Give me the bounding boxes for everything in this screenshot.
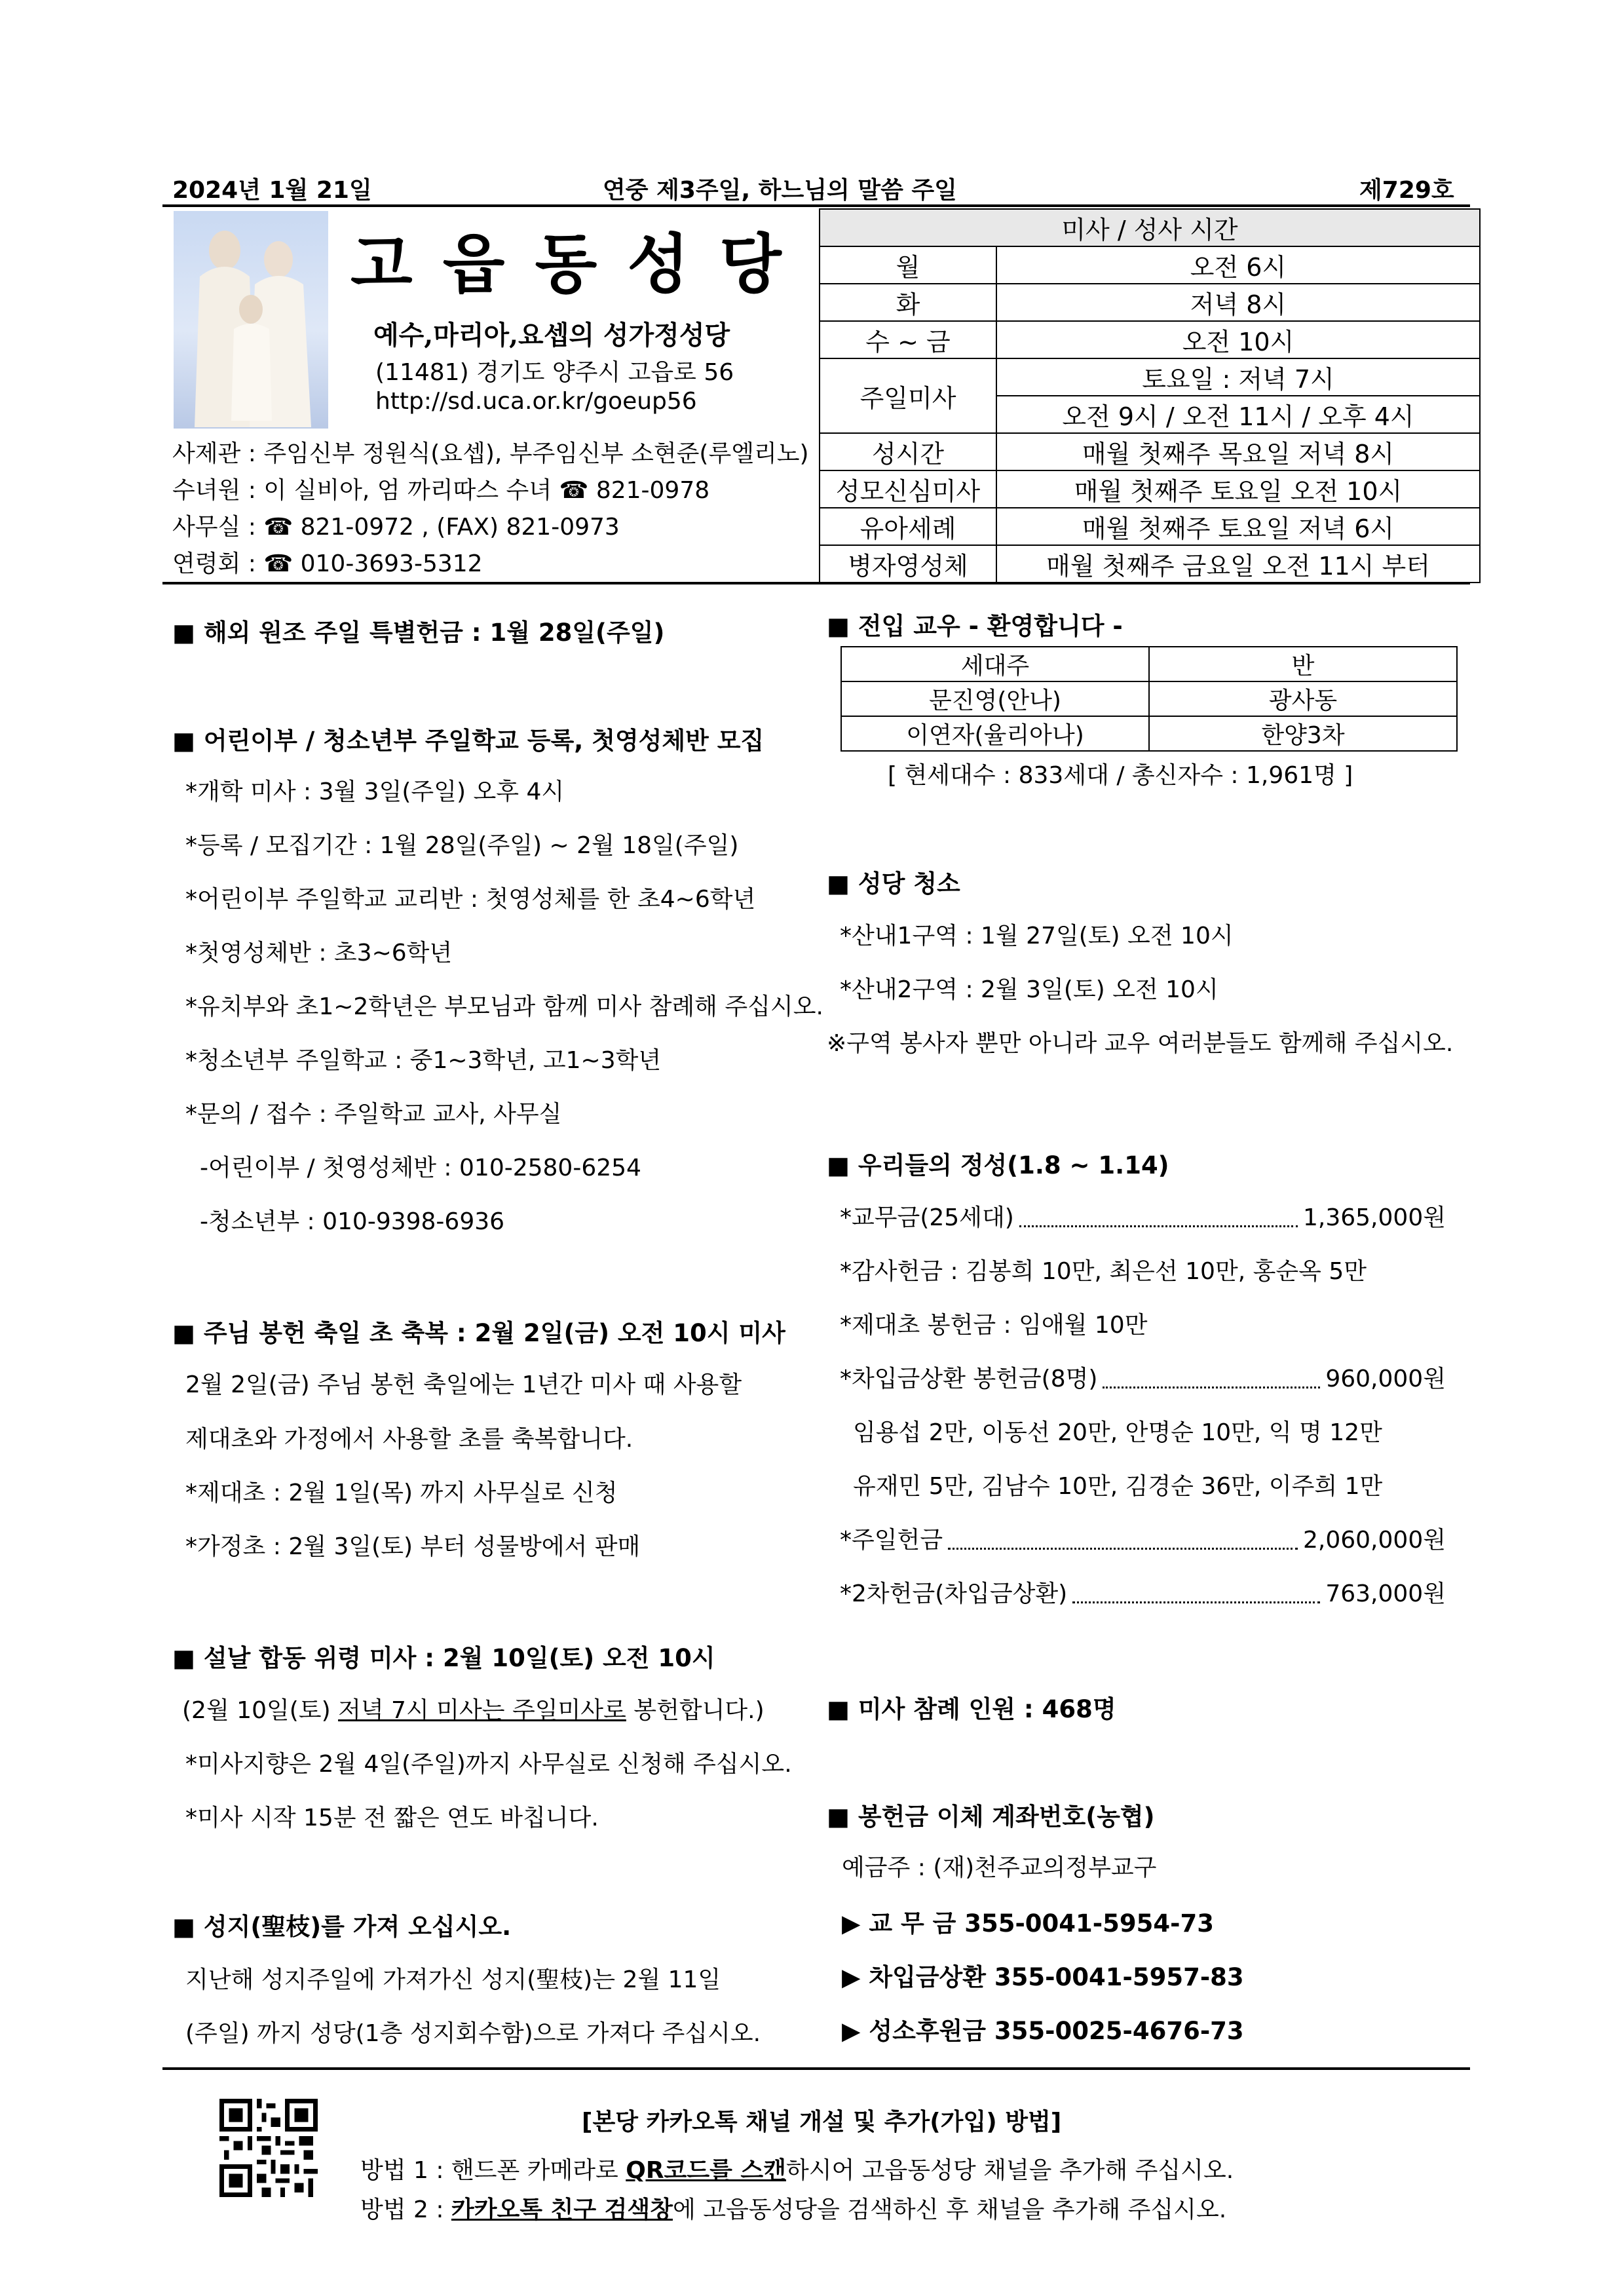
schedule-label: 성모신심미사 bbox=[820, 470, 996, 508]
schedule-value: 매월 첫째주 금요일 오전 11시 부터 bbox=[996, 545, 1480, 583]
list-item: 제대초와 가정에서 사용할 초를 축복합니다. bbox=[185, 1426, 633, 1453]
section-lunar-new-year-mass: ■ 설날 합동 위령 미사 : 2월 10일(토) 오전 10시 bbox=[172, 1644, 715, 1672]
schedule-value: 매월 첫째주 토요일 오전 10시 bbox=[996, 470, 1480, 508]
list-item: *문의 / 접수 : 주일학교 교사, 사무실 bbox=[185, 1101, 562, 1128]
offering-row bbox=[840, 1521, 1446, 1555]
church-subtitle: 예수,마리아,요셉의 성가정성당 bbox=[373, 320, 730, 351]
list-item: *감사헌금 : 김봉희 10만, 최은선 10만, 홍순옥 5만 bbox=[840, 1258, 1367, 1285]
offering-row bbox=[840, 1360, 1446, 1394]
section-palm-branches: ■ 성지(聖枝)를 가져 오십시오. bbox=[172, 1913, 512, 1941]
table-row bbox=[841, 647, 1457, 681]
section-bank-accounts: ■ 봉헌금 이체 계좌번호(농협) bbox=[827, 1803, 1155, 1831]
offering-amount: 960,000원 bbox=[1325, 1366, 1446, 1392]
list-item: *미사 시작 15분 전 짧은 연도 바칩니다. bbox=[185, 1805, 599, 1831]
leader-dots bbox=[1103, 1355, 1320, 1388]
account-holder: 예금주 : (재)천주교의정부교구 bbox=[842, 1854, 1157, 1881]
kakao-method-2 bbox=[360, 2191, 1226, 2225]
column-header: 반 bbox=[1149, 647, 1457, 681]
offering-label: *교무금(25세대) bbox=[840, 1204, 1014, 1231]
offering-amount: 1,365,000원 bbox=[1303, 1204, 1446, 1231]
method-highlight: 카카오톡 친구 검색창 bbox=[451, 2196, 673, 2223]
note-suffix: 봉헌합니다.) bbox=[626, 1697, 765, 1724]
list-item: *가정초 : 2월 3일(토) 부터 성물방에서 판매 bbox=[185, 1533, 641, 1560]
table-row bbox=[841, 681, 1457, 716]
table-cell: 이연자(율리아나) bbox=[841, 716, 1149, 751]
section-offerings: ■ 우리들의 정성(1.8 ~ 1.14) bbox=[827, 1151, 1169, 1179]
list-item: *유치부와 초1~2학년은 부모님과 함께 미사 참례해 주십시오. bbox=[185, 993, 823, 1020]
list-item: *개학 미사 : 3월 3일(주일) 오후 4시 bbox=[185, 778, 565, 805]
schedule-label: 월 bbox=[820, 246, 996, 284]
church-url[interactable]: http://sd.uca.or.kr/goeup56 bbox=[375, 388, 697, 415]
holy-family-statue-image bbox=[174, 211, 328, 429]
table-row bbox=[841, 716, 1457, 751]
section-new-parishioners: ■ 전입 교우 - 환영합니다 - bbox=[827, 612, 1123, 640]
leader-dots bbox=[1072, 1570, 1320, 1603]
contact-office: 사무실 : ☎ 821-0972 , (FAX) 821-0973 bbox=[172, 514, 620, 541]
list-item: 2월 2일(금) 주님 봉헌 축일에는 1년간 미사 때 사용할 bbox=[185, 1371, 742, 1398]
column-header: 세대주 bbox=[841, 647, 1149, 681]
footer-title: [본당 카카오톡 채널 개설 및 추가(가입) 방법] bbox=[582, 2109, 1062, 2135]
list-item: -청소년부 : 010-9398-6936 bbox=[200, 1208, 505, 1235]
method-prefix: 방법 2 : bbox=[360, 2196, 451, 2223]
list-item: 임용섭 2만, 이동선 20만, 안명순 10만, 익 명 12만 bbox=[853, 1419, 1382, 1446]
account-tuition: ▶ 교 무 금 355-0041-5954-73 bbox=[842, 1909, 1214, 1938]
offering-label: *차입금상환 봉헌금(8명) bbox=[840, 1366, 1098, 1392]
list-item bbox=[182, 1692, 765, 1725]
offering-label: *주일헌금 bbox=[840, 1527, 943, 1554]
table-row bbox=[820, 358, 1480, 396]
census-summary: [ 현세대수 : 833세대 / 총신자수 : 1,961명 ] bbox=[888, 762, 1353, 789]
method-suffix: 하시어 고읍동성당 채널을 추가해 주십시오. bbox=[785, 2157, 1234, 2184]
table-row bbox=[820, 209, 1480, 246]
schedule-value: 오전 9시 / 오전 11시 / 오후 4시 bbox=[996, 396, 1480, 433]
note-underlined: 저녁 7시 미사는 주일미사로 bbox=[338, 1697, 626, 1724]
leader-dots bbox=[948, 1516, 1298, 1550]
table-row bbox=[820, 284, 1480, 321]
table-cell: 문진영(안나) bbox=[841, 681, 1149, 716]
list-item: *미사지향은 2월 4일(주일)까지 사무실로 신청해 주십시오. bbox=[185, 1751, 792, 1778]
bulletin-date: 2024년 1월 21일 bbox=[172, 177, 372, 204]
schedule-label: 수 ~ 금 bbox=[820, 321, 996, 358]
table-row bbox=[820, 246, 1480, 284]
schedule-value: 저녁 8시 bbox=[996, 284, 1480, 321]
list-item: *어린이부 주일학교 교리반 : 첫영성체를 한 초4~6학년 bbox=[185, 886, 756, 913]
kakao-qr-code-icon[interactable] bbox=[219, 2099, 318, 2197]
list-item: (주일) 까지 성당(1층 성지회수함)으로 가져다 주십시오. bbox=[185, 2020, 761, 2047]
table-cell: 한양3차 bbox=[1149, 716, 1457, 751]
offering-row bbox=[840, 1199, 1446, 1233]
offering-amount: 2,060,000원 bbox=[1303, 1527, 1446, 1554]
list-item: *제대초 : 2월 1일(목) 까지 사무실로 신청 bbox=[185, 1480, 618, 1506]
section-sunday-school: ■ 어린이부 / 청소년부 주일학교 등록, 첫영성체반 모집 bbox=[172, 727, 765, 755]
offering-label: *2차헌금(차입금상환) bbox=[840, 1580, 1068, 1607]
list-item: *등록 / 모집기간 : 1월 28일(주일) ~ 2월 18일(주일) bbox=[185, 832, 739, 859]
schedule-label: 성시간 bbox=[820, 433, 996, 470]
schedule-value: 매월 첫째주 토요일 저녁 6시 bbox=[996, 508, 1480, 545]
contact-convent: 수녀원 : 이 실비아, 엄 까리따스 수녀 ☎ 821-0978 bbox=[172, 477, 710, 504]
account-loan-repayment: ▶ 차입금상환 355-0041-5957-83 bbox=[842, 1963, 1244, 1991]
mass-schedule-table bbox=[819, 208, 1481, 583]
church-name: 고 읍 동 성 당 bbox=[350, 227, 785, 302]
table-cell: 광사동 bbox=[1149, 681, 1457, 716]
table-row bbox=[820, 508, 1480, 545]
footer-rule bbox=[162, 2067, 1470, 2070]
leader-dots bbox=[1019, 1194, 1298, 1227]
schedule-title: 미사 / 성사 시간 bbox=[820, 209, 1480, 246]
schedule-value: 토요일 : 저녁 7시 bbox=[996, 358, 1480, 396]
list-item: *첫영성체반 : 초3~6학년 bbox=[185, 940, 453, 966]
schedule-value: 오전 6시 bbox=[996, 246, 1480, 284]
section-overseas-aid: ■ 해외 원조 주일 특별헌금 : 1월 28일(주일) bbox=[172, 619, 665, 647]
contact-rectory: 사제관 : 주임신부 정원식(요셉), 부주임신부 소현준(루엘리노) bbox=[172, 440, 809, 467]
header-rule bbox=[162, 204, 1470, 207]
kakao-method-1 bbox=[360, 2152, 1234, 2185]
contact-funeral: 연령회 : ☎ 010-3693-5312 bbox=[172, 550, 483, 577]
church-address: (11481) 경기도 양주시 고읍로 56 bbox=[375, 359, 734, 386]
offering-amount: 763,000원 bbox=[1325, 1580, 1446, 1607]
account-vocation-support: ▶ 성소후원금 355-0025-4676-73 bbox=[842, 2017, 1244, 2045]
list-item: *산내1구역 : 1월 27일(토) 오전 10시 bbox=[840, 923, 1234, 949]
section-candlemas: ■ 주님 봉헌 축일 초 축복 : 2월 2일(금) 오전 10시 미사 bbox=[172, 1319, 785, 1347]
table-row bbox=[820, 470, 1480, 508]
schedule-value: 오전 10시 bbox=[996, 321, 1480, 358]
schedule-label: 주일미사 bbox=[820, 358, 996, 433]
section-church-cleaning: ■ 성당 청소 bbox=[827, 870, 960, 898]
list-item: 유재민 5만, 김남수 10만, 김경순 36만, 이주희 1만 bbox=[853, 1473, 1383, 1500]
table-row bbox=[820, 321, 1480, 358]
list-item: *산내2구역 : 2월 3일(토) 오전 10시 bbox=[840, 976, 1218, 1003]
new-parishioners-table bbox=[840, 646, 1458, 752]
method-prefix: 방법 1 : 핸드폰 카메라로 bbox=[360, 2157, 626, 2184]
method-highlight: QR코드를 스캔 bbox=[626, 2157, 786, 2184]
list-item: *청소년부 주일학교 : 중1~3학년, 고1~3학년 bbox=[185, 1047, 662, 1074]
schedule-value: 매월 첫째주 목요일 저녁 8시 bbox=[996, 433, 1480, 470]
schedule-label: 화 bbox=[820, 284, 996, 321]
section-attendance: ■ 미사 참례 인원 : 468명 bbox=[827, 1695, 1116, 1723]
table-row bbox=[820, 433, 1480, 470]
schedule-label: 유아세례 bbox=[820, 508, 996, 545]
method-suffix: 에 고읍동성당을 검색하신 후 채널을 추가해 주십시오. bbox=[672, 2196, 1227, 2223]
top-section-rule bbox=[162, 582, 1470, 584]
table-row bbox=[820, 545, 1480, 583]
list-item: 지난해 성지주일에 가져가신 성지(聖枝)는 2월 11일 bbox=[185, 1966, 721, 1993]
issue-number: 제729호 bbox=[1359, 177, 1454, 204]
note-prefix: (2월 10일(토) bbox=[182, 1697, 339, 1724]
schedule-label: 병자영성체 bbox=[820, 545, 996, 583]
list-item: *제대초 봉헌금 : 임애월 10만 bbox=[840, 1312, 1148, 1339]
cleaning-note: ※구역 봉사자 뿐만 아니라 교우 여러분들도 함께해 주십시오. bbox=[827, 1030, 1454, 1057]
liturgical-title: 연중 제3주일, 하느님의 말씀 주일 bbox=[603, 177, 957, 204]
list-item: -어린이부 / 첫영성체반 : 010-2580-6254 bbox=[200, 1155, 641, 1181]
offering-row bbox=[840, 1575, 1446, 1609]
